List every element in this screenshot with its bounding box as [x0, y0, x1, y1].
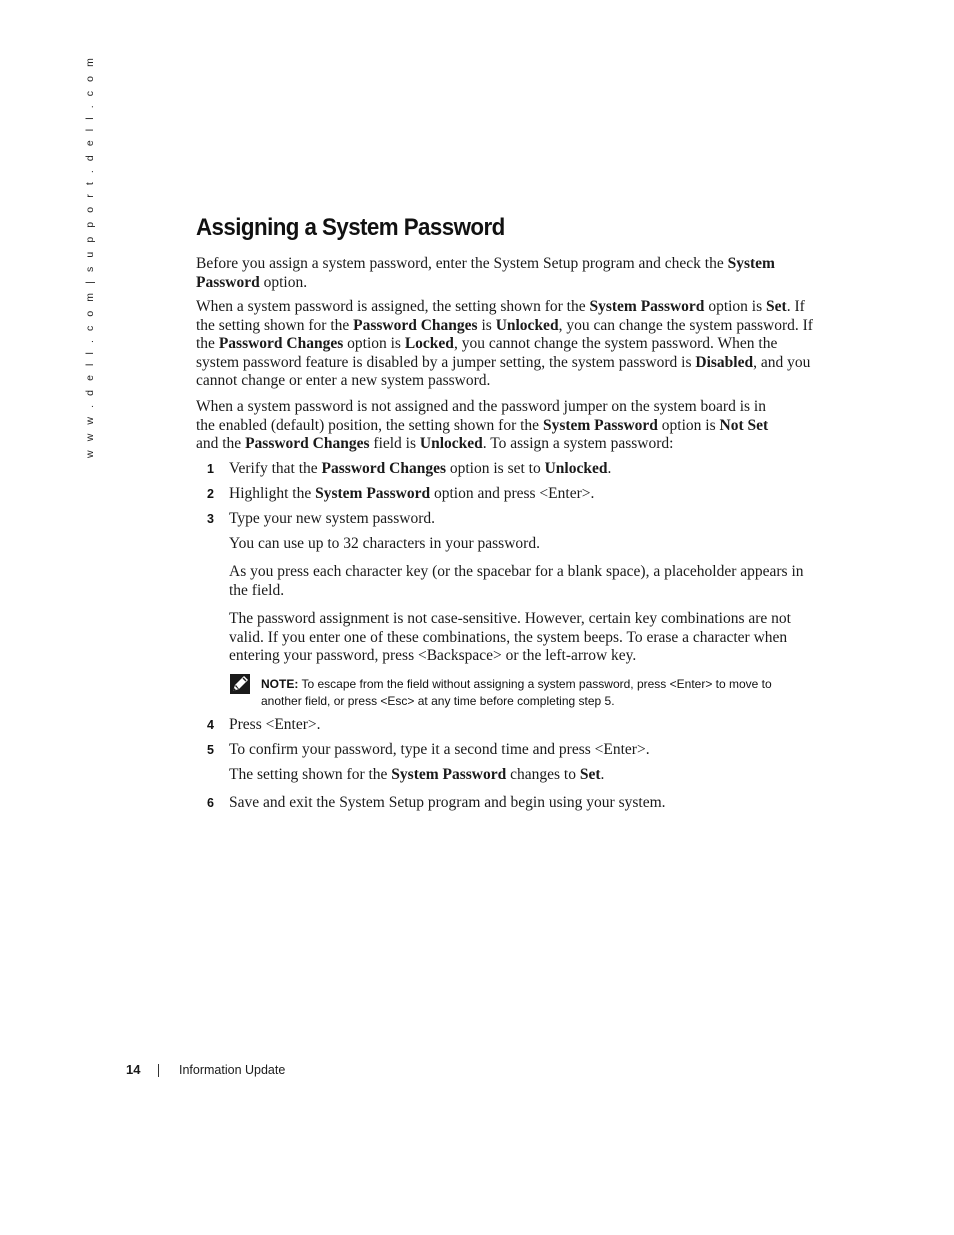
- not-assigned-paragraph: When a system password is not assigned and the password jumper on the system board is in the enabled (default) position, the setting shown for the System Password option is Not Set and the Password Changes field is Unlocked. To assign a system password:: [196, 398, 769, 453]
- step-number: 2: [207, 487, 214, 501]
- step-6-text: Save and exit the System Setup program and begin using your system.: [229, 794, 666, 811]
- step-3-detail: The password assignment is not case-sensitive. However, certain key combinations are not valid. If you enter one of these combinations, the system beeps. To erase a character when entering your password, press <Backspace> or the left-arrow key.: [229, 610, 791, 665]
- step-5-detail: The setting shown for the System Password changes to Set.: [229, 766, 605, 783]
- step-number: 4: [207, 718, 214, 732]
- step-number: 3: [207, 512, 214, 526]
- page-number: 14: [126, 1062, 141, 1077]
- step-number: 6: [207, 796, 214, 810]
- sidebar-url: w w w . d e l l . c o m | s u p p o r t . d e l l . c o m: [84, 55, 96, 458]
- pencil-note-icon: [230, 674, 250, 694]
- step-number: 5: [207, 743, 214, 757]
- step-3-detail: As you press each character key (or the spacebar for a blank space), a placeholder appears in the field.: [229, 563, 804, 599]
- step-3-detail: You can use up to 32 characters in your password.: [229, 535, 540, 552]
- footer-section-title: Information Update: [179, 1063, 286, 1077]
- step-4-text: Press <Enter>.: [229, 716, 321, 733]
- step-3-text: Type your new system password.: [229, 510, 435, 527]
- assigned-paragraph: When a system password is assigned, the setting shown for the System Password option is Set. If the setting shown for the Password Changes is Unlocked, you can change the system password. If the Password Changes option is Locked, you cannot change the system password. When the system password feature is disabled by a jumper setting, the system password is Disabled, and you cannot change or enter a new system password.: [196, 298, 813, 390]
- note-text: NOTE: To escape from the field without assigning a system password, press <Enter> to move to another field, or press <Esc> at any time before completing step 5.: [261, 677, 772, 708]
- step-2-text: Highlight the System Password option and press <Enter>.: [229, 485, 595, 502]
- intro-paragraph: Before you assign a system password, enter the System Setup program and check the System Password option.: [196, 255, 775, 291]
- step-5-text: To confirm your password, type it a second time and press <Enter>.: [229, 741, 650, 758]
- step-1-text: Verify that the Password Changes option is set to Unlocked.: [229, 460, 612, 477]
- page-title: Assigning a System Password: [196, 214, 505, 241]
- step-number: 1: [207, 462, 214, 476]
- footer-divider: [158, 1064, 159, 1077]
